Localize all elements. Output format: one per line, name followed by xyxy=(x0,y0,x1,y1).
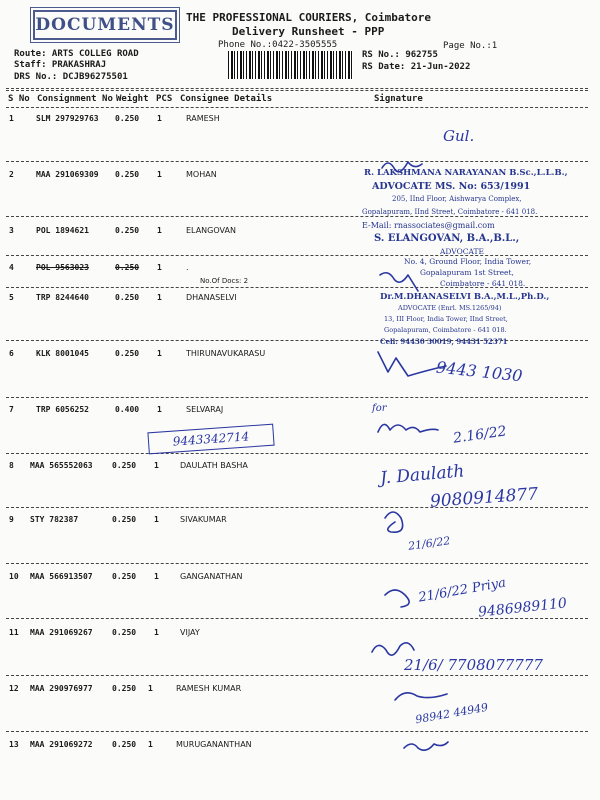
phone-row10: 9486989110 xyxy=(477,595,568,621)
company-name: THE PROFESSIONAL COURIERS, Coimbatore xyxy=(186,11,432,24)
phone-row12: 98942 44949 xyxy=(414,700,490,727)
stamp1-address: Gopalapuram, IInd Street, Coimbatore - 641 018. xyxy=(362,208,538,216)
row-pcs: 1 xyxy=(157,114,162,123)
row-pcs: 1 xyxy=(157,405,162,414)
stamp3-name: Dr.M.DHANASELVI B.A.,M.L.,Ph.D., xyxy=(380,292,550,302)
row-sno: 13 xyxy=(9,740,19,749)
row-weight: 0.250 xyxy=(112,684,137,693)
col-signature: Signature xyxy=(374,94,423,104)
row-consignment: MAA 565552063 xyxy=(30,461,93,470)
row-sno: 8 xyxy=(9,461,14,470)
signature-row11: 21/6/ 7708077777 xyxy=(404,656,543,674)
stamp2-title: ADVOCATE xyxy=(440,247,484,256)
row-weight: 0.250 xyxy=(115,349,140,358)
row-consignee: GANGANATHAN xyxy=(180,572,243,581)
phone-row8: 9080914877 xyxy=(429,484,539,512)
row-sno: 12 xyxy=(9,684,19,693)
row-consignee: MOHAN xyxy=(186,170,217,179)
row-sno: 4 xyxy=(9,263,14,272)
row-consignee: THIRUNAVUKARASU xyxy=(186,349,266,358)
phone-box-row8: 9443342714 xyxy=(147,424,274,455)
row-weight: 0.250 xyxy=(115,226,140,235)
rs-number: RS No.: 962755 xyxy=(362,50,438,60)
page-number: Page No.:1 xyxy=(443,41,498,51)
row-pcs: 1 xyxy=(157,293,162,302)
row-pcs: 1 xyxy=(157,226,162,235)
signature-row7-date: 2.16/22 xyxy=(452,423,508,447)
row-consignee: RAMESH KUMAR xyxy=(176,684,242,693)
col-sno: S No xyxy=(8,94,30,104)
col-pcs: PCS xyxy=(156,94,173,104)
stamp2-address: Gopalapuram 1st Street, xyxy=(420,268,514,277)
row-pcs: 1 xyxy=(154,572,159,581)
row-weight: 0.250 xyxy=(112,628,137,637)
row-weight: 0.250 xyxy=(112,740,137,749)
row-weight: 0.250 xyxy=(112,461,137,470)
signature-row1: Gul. xyxy=(443,127,475,145)
row-sno: 11 xyxy=(9,628,19,637)
phone-number: Phone No.:0422-3505555 xyxy=(218,40,338,50)
signature-row7-note: for xyxy=(372,403,387,414)
rs-date: RS Date: 21-Jun-2022 xyxy=(362,62,471,72)
row-sno: 1 xyxy=(9,114,14,123)
row-weight: 0.250 xyxy=(115,293,140,302)
row-consignment: KLK 8001045 xyxy=(36,349,89,358)
row-consignment: POL 1894621 xyxy=(36,226,89,235)
row-sno: 9 xyxy=(9,515,14,524)
signature-row8: J. Daulath xyxy=(379,461,466,489)
row-consignment: TRP 6056252 xyxy=(36,405,89,414)
route: Route: ARTS COLLEG ROAD xyxy=(14,49,139,59)
stamp2-address: Coimbatore - 641 018. xyxy=(440,279,526,288)
row-consignment: MAA 566913507 xyxy=(30,572,93,581)
row-consignee: SIVAKUMAR xyxy=(180,515,227,524)
signature-row9-date: 21/6/22 xyxy=(407,534,452,553)
row-consignee: MURUGANANTHAN xyxy=(176,740,252,749)
row-pcs: 1 xyxy=(148,740,153,749)
drs-number: DRS No.: DCJB96275501 xyxy=(14,72,128,82)
row-consignee: . xyxy=(186,263,189,272)
row-sno: 3 xyxy=(9,226,14,235)
row-consignee: DHANASELVI xyxy=(186,293,237,302)
row-sno: 6 xyxy=(9,349,14,358)
row-consignment: MAA 290976977 xyxy=(30,684,93,693)
row-consignee: ELANGOVAN xyxy=(186,226,236,235)
row-pcs: 1 xyxy=(157,349,162,358)
row-consignee: VIJAY xyxy=(180,628,200,637)
stamp1-advocate: ADVOCATE MS. No: 653/1991 xyxy=(372,181,531,192)
runsheet-title: Delivery Runsheet - PPP xyxy=(232,25,385,38)
col-weight: Weight xyxy=(116,94,149,104)
row-pcs: 1 xyxy=(157,170,162,179)
row-weight: 0.250 xyxy=(115,263,140,272)
row-sno: 2 xyxy=(9,170,14,179)
row-consignee: SELVARAJ xyxy=(186,405,224,414)
row-sno: 7 xyxy=(9,405,14,414)
row-pcs: 1 xyxy=(148,684,153,693)
signature-row6: 9443 1030 xyxy=(435,357,524,386)
row-sno: 10 xyxy=(9,572,19,581)
stamp3-phone: Cell: 94430 30019, 94431 52371 xyxy=(380,337,508,346)
row-weight: 0.250 xyxy=(112,515,137,524)
row-consignment: MAA 291069309 xyxy=(36,170,99,179)
staff: Staff: PRAKASHRAJ xyxy=(14,60,107,70)
row-consignment: POL 9563023 xyxy=(36,263,89,272)
row-consignment: TRP 8244640 xyxy=(36,293,89,302)
stamp3-address: 13, III Floor, India Tower, IInd Street, xyxy=(384,315,508,323)
stamp3-title: ADVOCATE (Enrl. MS.1265/94) xyxy=(398,304,502,312)
row-pcs: 1 xyxy=(154,461,159,470)
row-consignee: RAMESH xyxy=(186,114,220,123)
row-consignment: MAA 291069272 xyxy=(30,740,93,749)
row-sno: 5 xyxy=(9,293,14,302)
documents-stamp: DOCUMENTS xyxy=(33,10,177,40)
row-weight: 0.250 xyxy=(115,114,140,123)
row-pcs: 1 xyxy=(157,263,162,272)
row-consignee: DAULATH BASHA xyxy=(180,461,248,470)
row-weight: 0.250 xyxy=(115,170,140,179)
row-weight: 0.400 xyxy=(115,405,140,414)
row-weight: 0.250 xyxy=(112,572,137,581)
stamp3-address: Gopalapuram, Coimbatore - 641 018. xyxy=(384,326,507,334)
signature-row10: 21/6/22 Priya xyxy=(417,575,508,606)
stamp2-name: S. ELANGOVAN, B.A.,B.L., xyxy=(374,233,520,244)
docs-count: No.Of Docs: 2 xyxy=(200,277,249,285)
row-pcs: 1 xyxy=(154,628,159,637)
stamp1-email: E-Mail: rnassociates@gmail.com xyxy=(362,221,495,230)
stamp2-address: No. 4, Ground Floor, India Tower, xyxy=(404,257,532,266)
stamp1-name: R. LAKSHMANA NARAYANAN B.Sc.,L.L.B., xyxy=(364,168,568,178)
row-pcs: 1 xyxy=(154,515,159,524)
row-consignment: SLM 297929763 xyxy=(36,114,99,123)
stamp1-address: 205, IInd Floor, Aishwarya Complex, xyxy=(392,195,522,203)
col-consignee: Consignee Details xyxy=(180,94,273,104)
row-consignment: STY 782387 xyxy=(30,515,79,524)
row-consignment: MAA 291069267 xyxy=(30,628,93,637)
col-consignment: Consignment No xyxy=(37,94,113,104)
